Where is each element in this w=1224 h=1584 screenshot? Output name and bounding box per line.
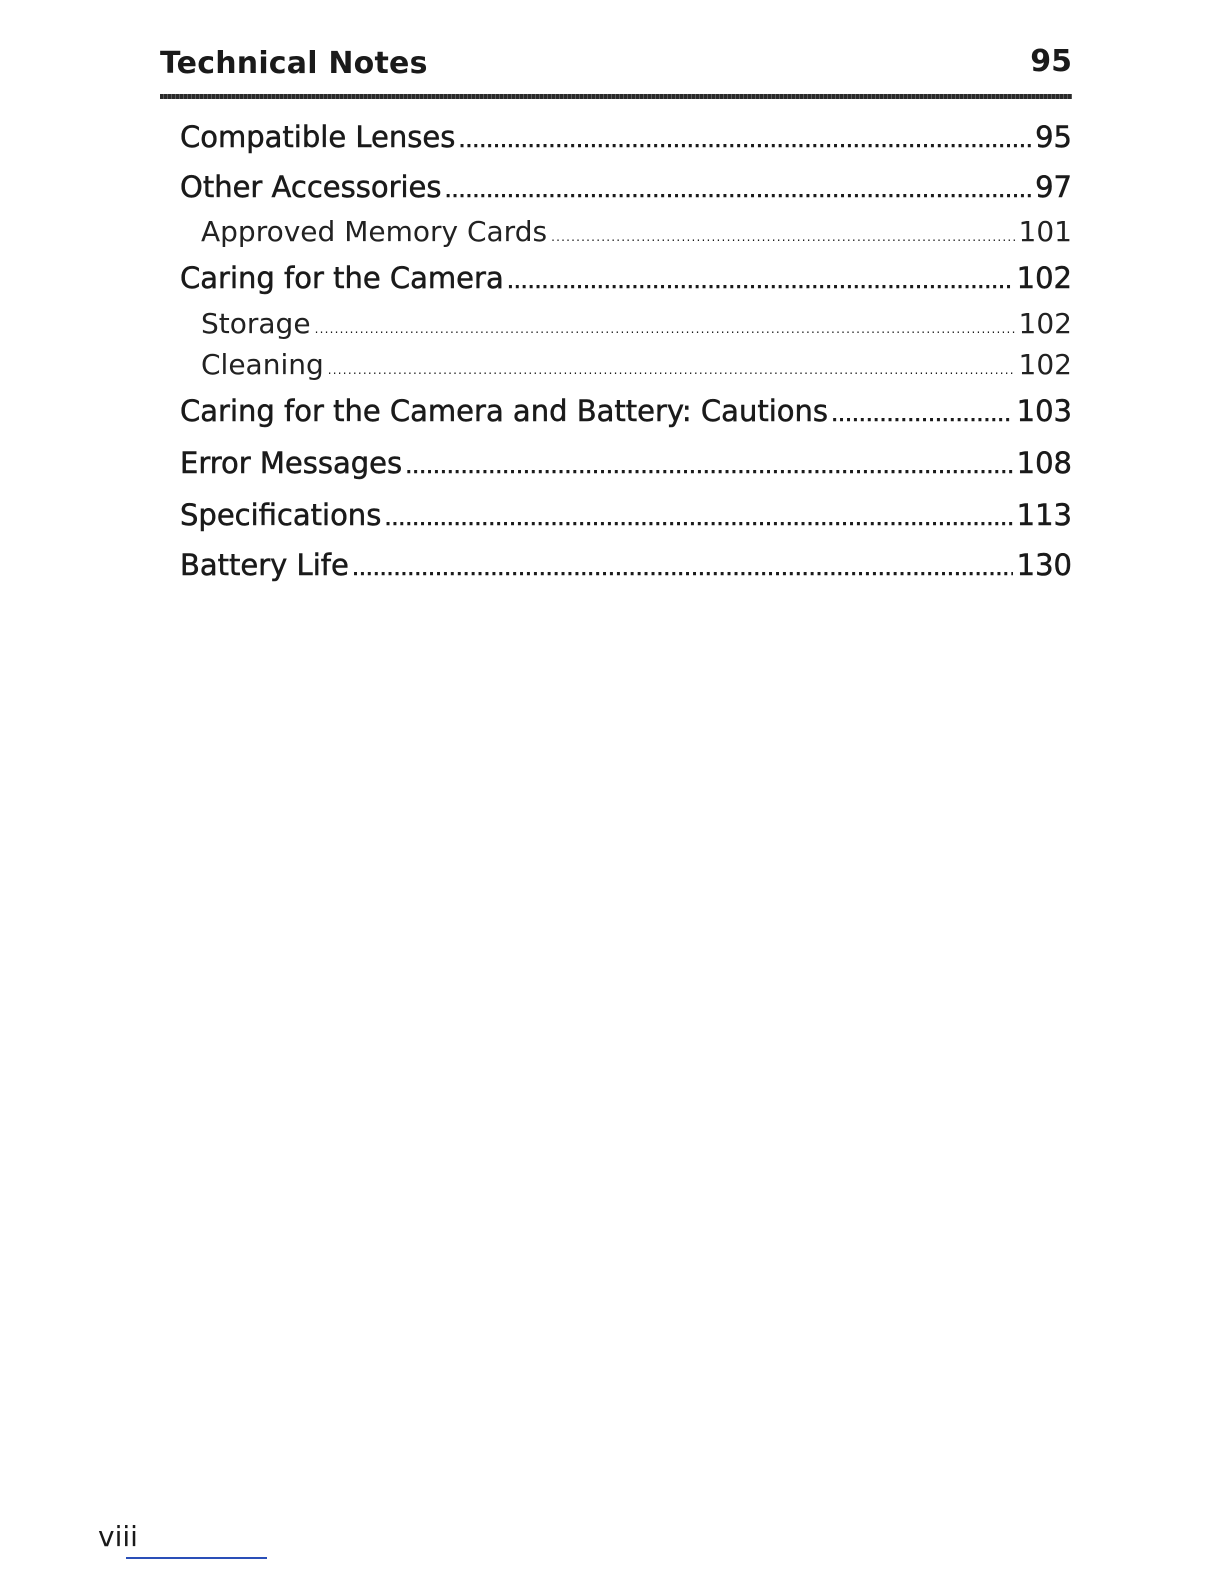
toc-entry-page: 102 xyxy=(1018,307,1072,340)
toc-entry-page: 95 xyxy=(1035,120,1072,154)
toc-entry-compatible-lenses[interactable] xyxy=(180,120,1072,154)
dot-leader xyxy=(459,135,1031,151)
toc-entry-cautions[interactable] xyxy=(180,394,1072,428)
toc-entry-label: Storage xyxy=(201,307,311,340)
toc-entry-label: Caring for the Camera and Battery: Cautions xyxy=(180,394,828,428)
toc-entry-label: Other Accessories xyxy=(180,170,442,204)
toc-entry-label: Cleaning xyxy=(201,348,324,381)
toc-entry-storage[interactable] xyxy=(201,307,1072,340)
dot-leader xyxy=(385,513,1012,529)
dot-leader xyxy=(315,322,1015,336)
section-page-number: 95 xyxy=(1030,44,1072,79)
page-folio: viii xyxy=(98,1520,138,1553)
dot-leader xyxy=(328,363,1015,377)
section-title: Technical Notes xyxy=(160,46,428,81)
toc-entry-page: 113 xyxy=(1016,498,1072,532)
dot-leader xyxy=(551,230,1014,244)
toc-entry-battery-life[interactable] xyxy=(180,548,1072,582)
toc-entry-page: 102 xyxy=(1016,261,1072,295)
section-header xyxy=(160,44,1072,88)
toc-entry-label: Battery Life xyxy=(180,548,349,582)
toc-entry-cleaning[interactable] xyxy=(201,348,1072,381)
toc-entry-label: Compatible Lenses xyxy=(180,120,456,154)
toc-entry-page: 103 xyxy=(1016,394,1072,428)
toc-entry-page: 101 xyxy=(1018,215,1072,248)
toc-entry-page: 102 xyxy=(1018,348,1072,381)
toc-entry-caring-for-the-camera[interactable] xyxy=(180,261,1072,295)
dot-leader xyxy=(353,563,1013,579)
dot-leader xyxy=(832,409,1013,425)
toc-entry-label: Approved Memory Cards xyxy=(201,215,548,248)
toc-entry-label: Specifications xyxy=(180,498,382,532)
toc-entry-specifications[interactable] xyxy=(180,498,1072,532)
header-rule xyxy=(160,94,1072,99)
toc-entry-page: 130 xyxy=(1016,548,1072,582)
toc-entry-label: Error Messages xyxy=(180,446,403,480)
dot-leader xyxy=(406,461,1013,477)
toc-entry-page: 97 xyxy=(1035,170,1072,204)
toc-entry-approved-memory-cards[interactable] xyxy=(201,215,1072,248)
folio-rule xyxy=(126,1557,267,1559)
dot-leader xyxy=(446,185,1032,201)
dot-leader xyxy=(508,276,1013,292)
toc-entry-error-messages[interactable] xyxy=(180,446,1072,480)
toc-entry-page: 108 xyxy=(1016,446,1072,480)
toc-entry-other-accessories[interactable] xyxy=(180,170,1072,204)
toc-entry-label: Caring for the Camera xyxy=(180,261,504,295)
